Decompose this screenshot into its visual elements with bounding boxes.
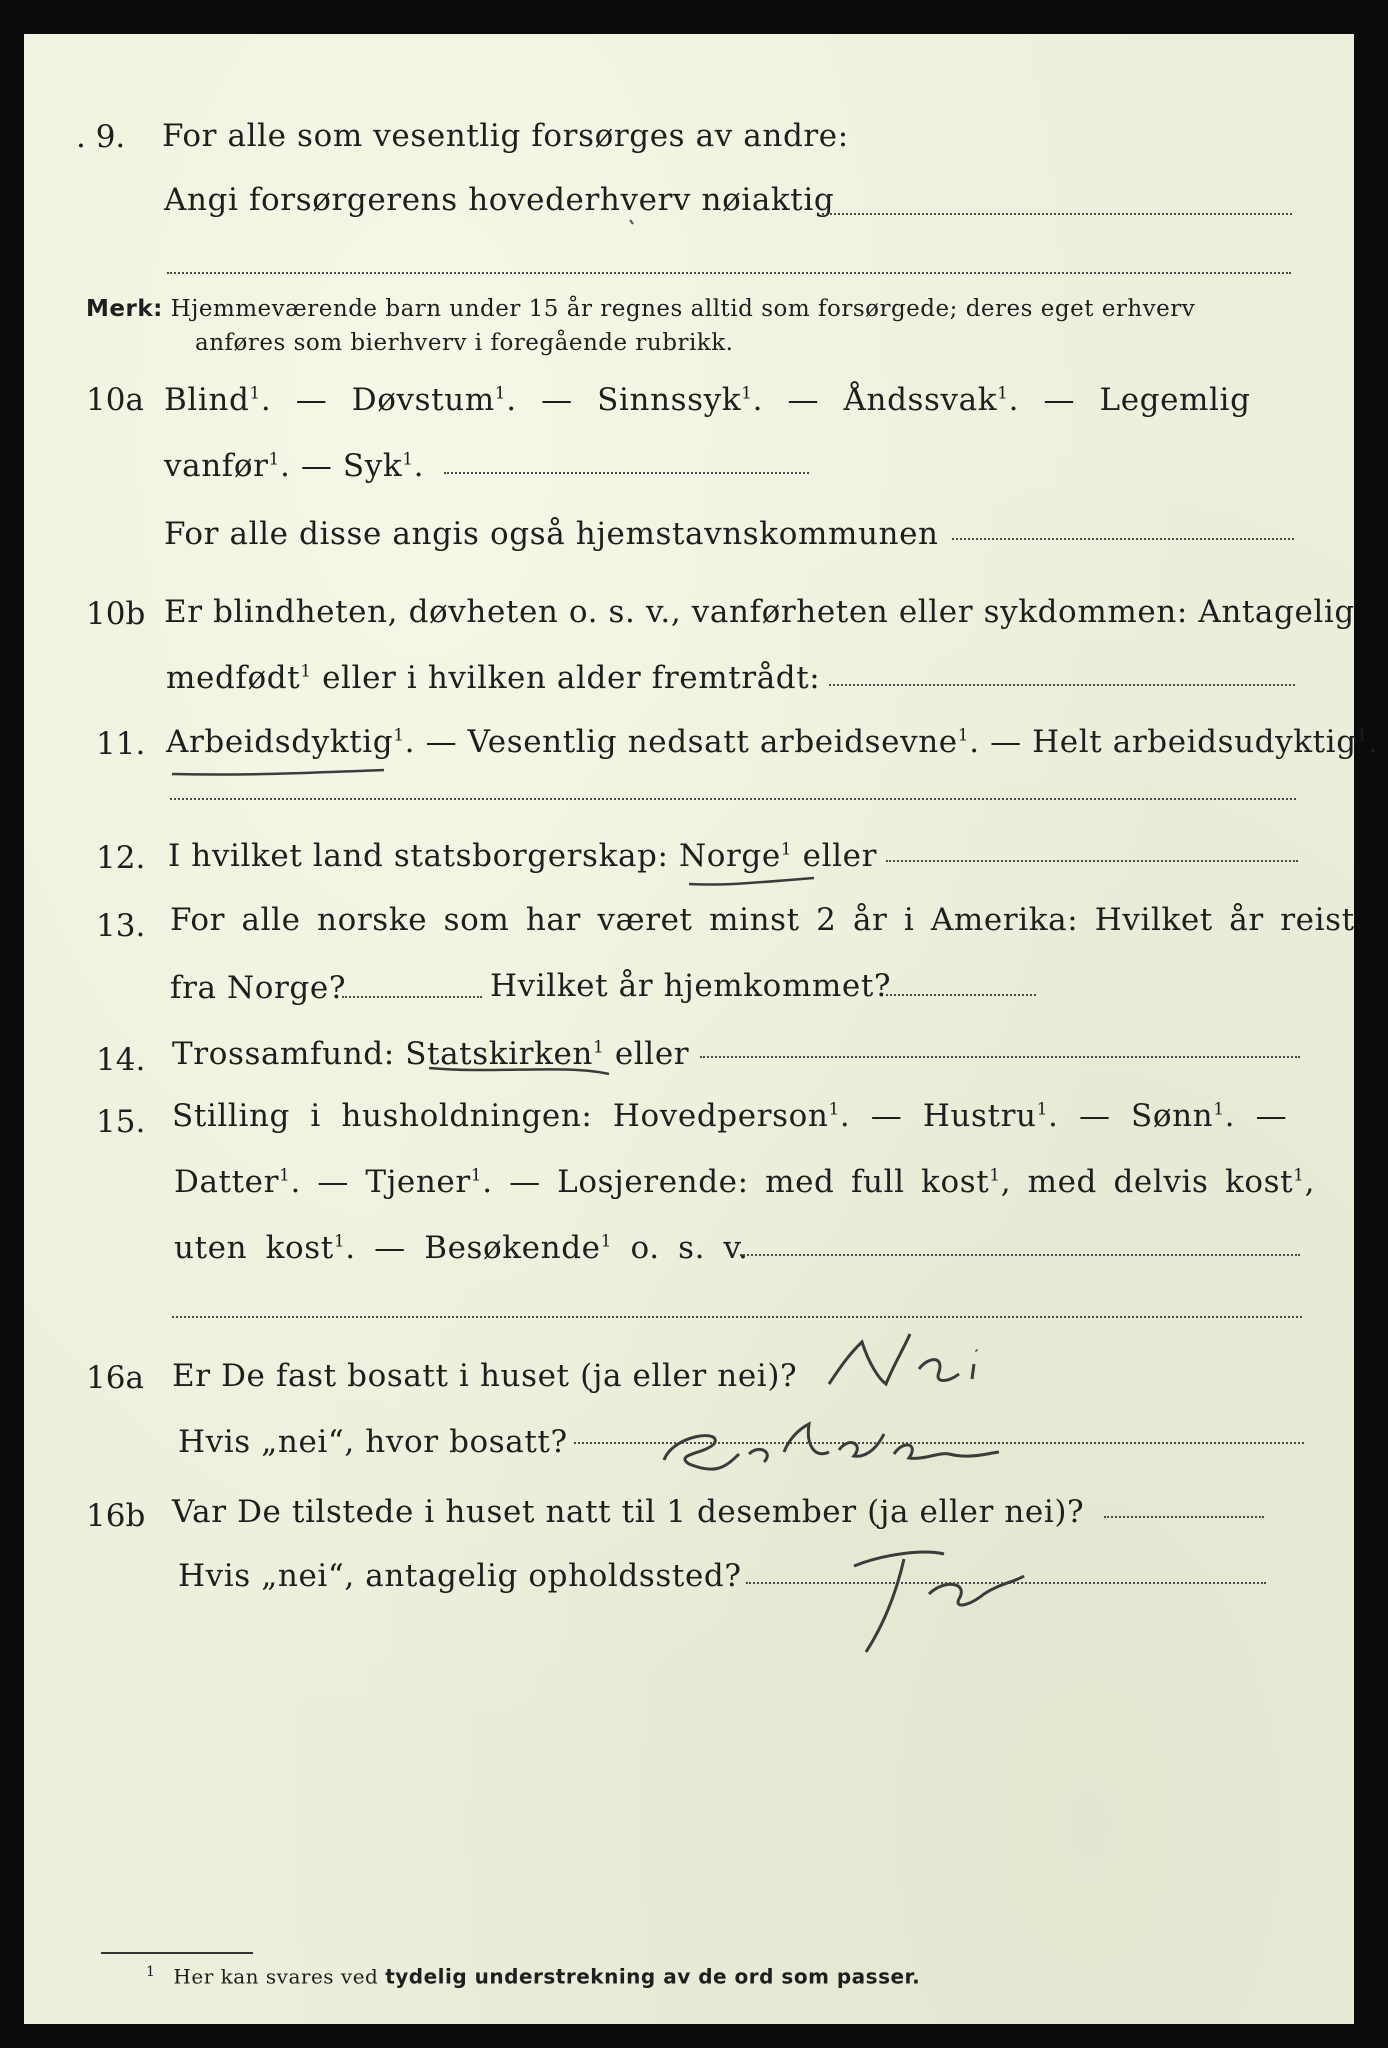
q16b-number: 16b xyxy=(86,1498,146,1534)
q9-line1: For alle som vesentlig forsørges av andre: xyxy=(162,118,849,154)
handwritten-answer-sordalen xyxy=(664,1424,999,1469)
q9-line2: Angi forsørgerens hovederhverv nøiaktig xyxy=(164,182,835,218)
q10a-number: 10a xyxy=(86,382,144,418)
opt-blind: Blind xyxy=(164,382,250,418)
opt-vanfor: vanfør xyxy=(164,448,269,484)
opt-udyktig: . — Helt arbeidsudyktig xyxy=(969,724,1357,760)
q16a-number: 16a xyxy=(86,1360,144,1396)
opt-arbeidsdyktig: Arbeidsdyktig xyxy=(166,724,394,760)
q16b-line2: Hvis „nei“, antagelig opholdssted? xyxy=(178,1558,742,1594)
q15-line3: uten kost$^1$. — Besøkende$^1$ o. s. v. xyxy=(174,1230,749,1266)
opt-syk: . — Syk xyxy=(279,448,403,484)
q14-line: Trossamfund: Statskirken$^1$ eller xyxy=(172,1036,690,1072)
q16b-line1: Var De tilstede i huset natt til 1 desember (ja eller nei)? xyxy=(172,1494,1085,1530)
merk-text-1: Hjemmeværende barn under 15 år regnes alltid som forsørgede; deres eget erhverv xyxy=(170,296,1196,322)
q12-number: 12. xyxy=(96,840,146,876)
handwriting-marks xyxy=(24,34,1357,2024)
q16a-line1: Er De fast bosatt i huset (ja eller nei)? xyxy=(172,1358,798,1394)
q13-line2a: fra Norge? xyxy=(170,970,347,1006)
q10a-line1: Blind$^1$. — Døvstum$^1$. — Sinnssyk$^1$. — Åndssvak$^1$. — Legemlig xyxy=(164,382,1251,418)
q10b-number: 10b xyxy=(86,596,146,632)
q10a-line2: vanfør$^1$. — Syk$^1$. xyxy=(164,448,425,484)
opt-legemlig: . — Legemlig xyxy=(1008,382,1251,418)
merk-note-line2: anføres som bierhverv i foregående rubrikk. xyxy=(195,330,734,356)
opt-sinnssyk: . — Sinnssyk xyxy=(506,382,742,418)
stray-mark xyxy=(630,220,633,224)
opt-nedsatt: . — Vesentlig nedsatt arbeidsevne xyxy=(404,724,958,760)
q11-line: Arbeidsdyktig$^1$. — Vesentlig nedsatt arbeidsevne$^1$. — Helt arbeidsudyktig$^1$. xyxy=(166,724,1379,760)
opt-statskirken: Statskirken xyxy=(405,1036,593,1072)
q14-number: 14. xyxy=(96,1042,146,1078)
opt-andssvak: . — Åndssvak xyxy=(752,382,998,418)
q13-line2b: Hvilket år hjemkommet? xyxy=(490,968,892,1004)
opt-dovstum: . — Døvstum xyxy=(260,382,495,418)
q10b-line1: Er blindheten, døvheten o. s. v., vanførheten eller sykdommen: Antagelig xyxy=(164,594,1355,630)
handwritten-answer-nei xyxy=(829,1334,977,1384)
underline-norge xyxy=(689,878,814,885)
opt-norge: Norge xyxy=(678,838,781,874)
footnote-rule xyxy=(101,1952,253,1954)
merk-label: Merk: xyxy=(86,296,163,322)
q9-number: . 9. xyxy=(76,119,126,155)
footnote: $^1$ Her kan svares ved tydelig understrekning av de ord som passer. xyxy=(146,1964,921,1989)
q16a-line2: Hvis „nei“, hvor bosatt? xyxy=(178,1424,568,1460)
q10b-line2: medfødt$^1$ eller i hvilken alder fremtrådt: xyxy=(166,660,821,696)
q15-line1: Stilling i husholdningen: Hovedperson$^1$. — Hustru$^1$. — Sønn$^1$. — xyxy=(172,1098,1288,1134)
q10a-line3: For alle disse angis også hjemstavnskommunen xyxy=(164,516,939,552)
underline-statskirken xyxy=(429,1068,609,1074)
q13-line1: For alle norske som har været minst 2 år i Amerika: Hvilket år reist xyxy=(170,902,1355,938)
handwritten-answer-ja xyxy=(854,1552,1024,1652)
q12-line: I hvilket land statsborgerskap: Norge$^1$ eller xyxy=(168,838,878,874)
q11-number: 11. xyxy=(96,726,146,762)
underline-arbeidsdyktig xyxy=(172,770,384,775)
census-form-page xyxy=(24,34,1379,2024)
q15-number: 15. xyxy=(96,1104,146,1140)
q15-line2: Datter$^1$. — Tjener$^1$. — Losjerende: med full kost$^1$, med delvis kost$^1$, xyxy=(174,1164,1316,1200)
q13-number: 13. xyxy=(96,908,146,944)
